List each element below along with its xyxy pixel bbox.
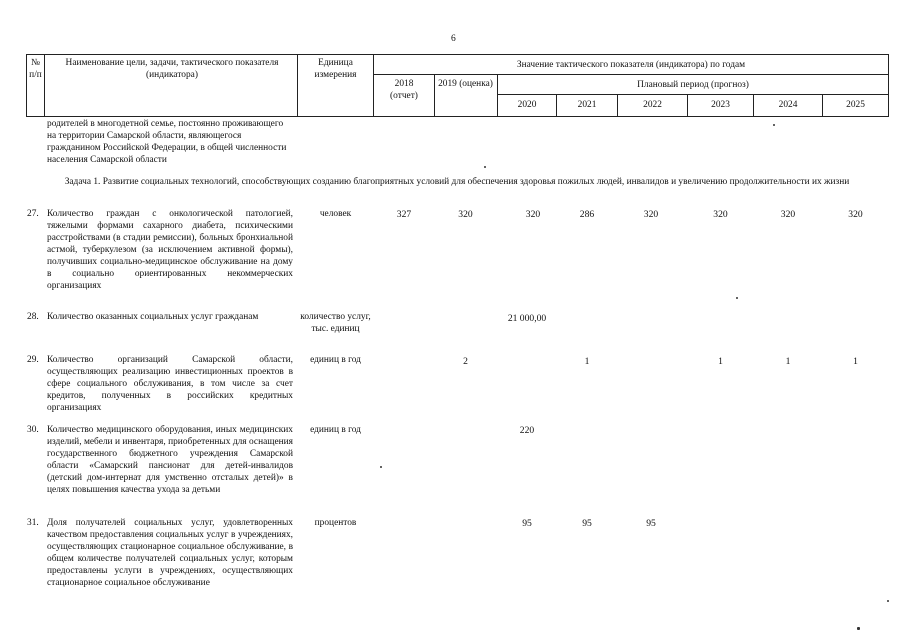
value-2020: 320 <box>525 209 541 220</box>
task-heading: Задача 1. Развитие социальных технологий, способствующих созданию благоприятных условий для обеспечения здоровья пожилых людей, инвалидов и увеличению продолжительности их жизни <box>64 177 850 187</box>
value-2021: 1 <box>584 356 590 367</box>
value-2025: 1 <box>853 356 858 367</box>
header-year-2021: 2021 <box>577 100 597 110</box>
scan-speck <box>887 600 889 602</box>
scan-speck <box>773 124 775 126</box>
row-unit: единиц в год <box>310 425 361 435</box>
header-year-2023: 2023 <box>711 100 730 110</box>
header-unit: Единица измерения <box>314 58 357 80</box>
header-2019: 2019 (оценка) <box>438 79 493 89</box>
scan-speck <box>857 627 860 630</box>
header-vline <box>44 54 45 117</box>
row-indicator-name: Количество организаций Самарской области, осуществляющих реализацию инвестиционных проектов в сфере социального обслуживания, в том числе за счет кредитов, полученных в российских кредитных организациях <box>47 355 293 413</box>
row-number: 27. <box>27 209 39 219</box>
row-unit: человек <box>319 209 352 219</box>
header-year-2020: 2020 <box>517 100 537 110</box>
header-num: № п/п <box>29 58 42 80</box>
value-2020: 95 <box>522 518 532 529</box>
scan-speck <box>380 466 382 468</box>
value-2024: 1 <box>785 356 791 367</box>
row-indicator-name: Доля получателей социальных услуг, удовлетворенных качеством предоставления социальных услуг в учреждениях, осуществляющих стационарное социальное обслуживание, в общем количестве получателей социальных услуг, которым предоставлены услуги в учреждениях, осуществляющих стационарное социальное обслуживание <box>47 518 293 588</box>
row-number: 29. <box>27 355 39 365</box>
value-2018: 327 <box>396 209 412 220</box>
scan-speck <box>484 166 486 168</box>
header-name: Наименование цели, задачи, тактического показателя (индикатора) <box>65 58 279 80</box>
scan-speck <box>736 297 738 299</box>
header-planned: Плановый период (прогноз) <box>637 80 749 90</box>
header-top-border <box>26 54 889 55</box>
header-year-2022: 2022 <box>643 100 662 110</box>
value-2021: 286 <box>579 209 595 220</box>
header-vline <box>888 54 889 117</box>
row-number: 30. <box>27 425 39 435</box>
continuation-text: родителей в многодетной семье, постоянно проживающего на территории Самарской области, являющегося гражданином Российской Федерации, в общей численности населения Самарской области <box>47 119 287 165</box>
header-year-2024: 2024 <box>778 100 798 110</box>
value-2020: 220 <box>519 425 535 436</box>
page-number: 6 <box>451 34 456 44</box>
value-2022: 95 <box>646 518 656 529</box>
value-2019: 2 <box>463 356 468 367</box>
value-2024: 320 <box>780 209 796 220</box>
value-2025: 320 <box>848 209 863 220</box>
row-number: 31. <box>27 518 39 528</box>
row-indicator-name: Количество граждан с онкологической патологией, тяжелыми формами сахарного диабета, психическими расстройствами (в стадии ремиссии), больных бронхиальной астмой, туберкулезом (за исключением активной формы), получивших социально-медицинское обслуживание на дому в социально ориентированных некоммерческих организациях <box>47 209 293 291</box>
header-bottom-border <box>26 116 889 117</box>
row-indicator-name: Количество медицинского оборудования, иных медицинских изделий, мебели и инвентаря, приобретенных для оснащения государственного бюджетного учреждения Самарской области «Самарский пансионат для детей-инвалидов (детский дом-интернат для умственно отсталых детей)» в целях повышения качества ухода за детьми <box>47 425 293 495</box>
row-indicator-name: Количество оказанных социальных услуг гражданам <box>47 312 259 322</box>
header-year-2025: 2025 <box>846 100 865 110</box>
value-2019: 320 <box>458 209 473 220</box>
header-values-title: Значение тактического показателя (индикатора) по годам <box>516 60 746 70</box>
value-2023: 320 <box>713 209 728 220</box>
row-unit: процентов <box>314 518 357 528</box>
header-2018: 2018 (отчет) <box>390 79 418 101</box>
value-2021: 95 <box>582 518 592 529</box>
value-2023: 1 <box>718 356 723 367</box>
header-vline <box>434 74 435 117</box>
row-unit: единиц в год <box>310 355 361 365</box>
row-number: 28. <box>27 312 39 322</box>
value-2020: 21 000,00 <box>507 313 547 324</box>
row-unit: количество услуг, тыс. единиц <box>300 312 371 334</box>
header-line-values <box>373 74 889 75</box>
value-2022: 320 <box>643 209 659 220</box>
